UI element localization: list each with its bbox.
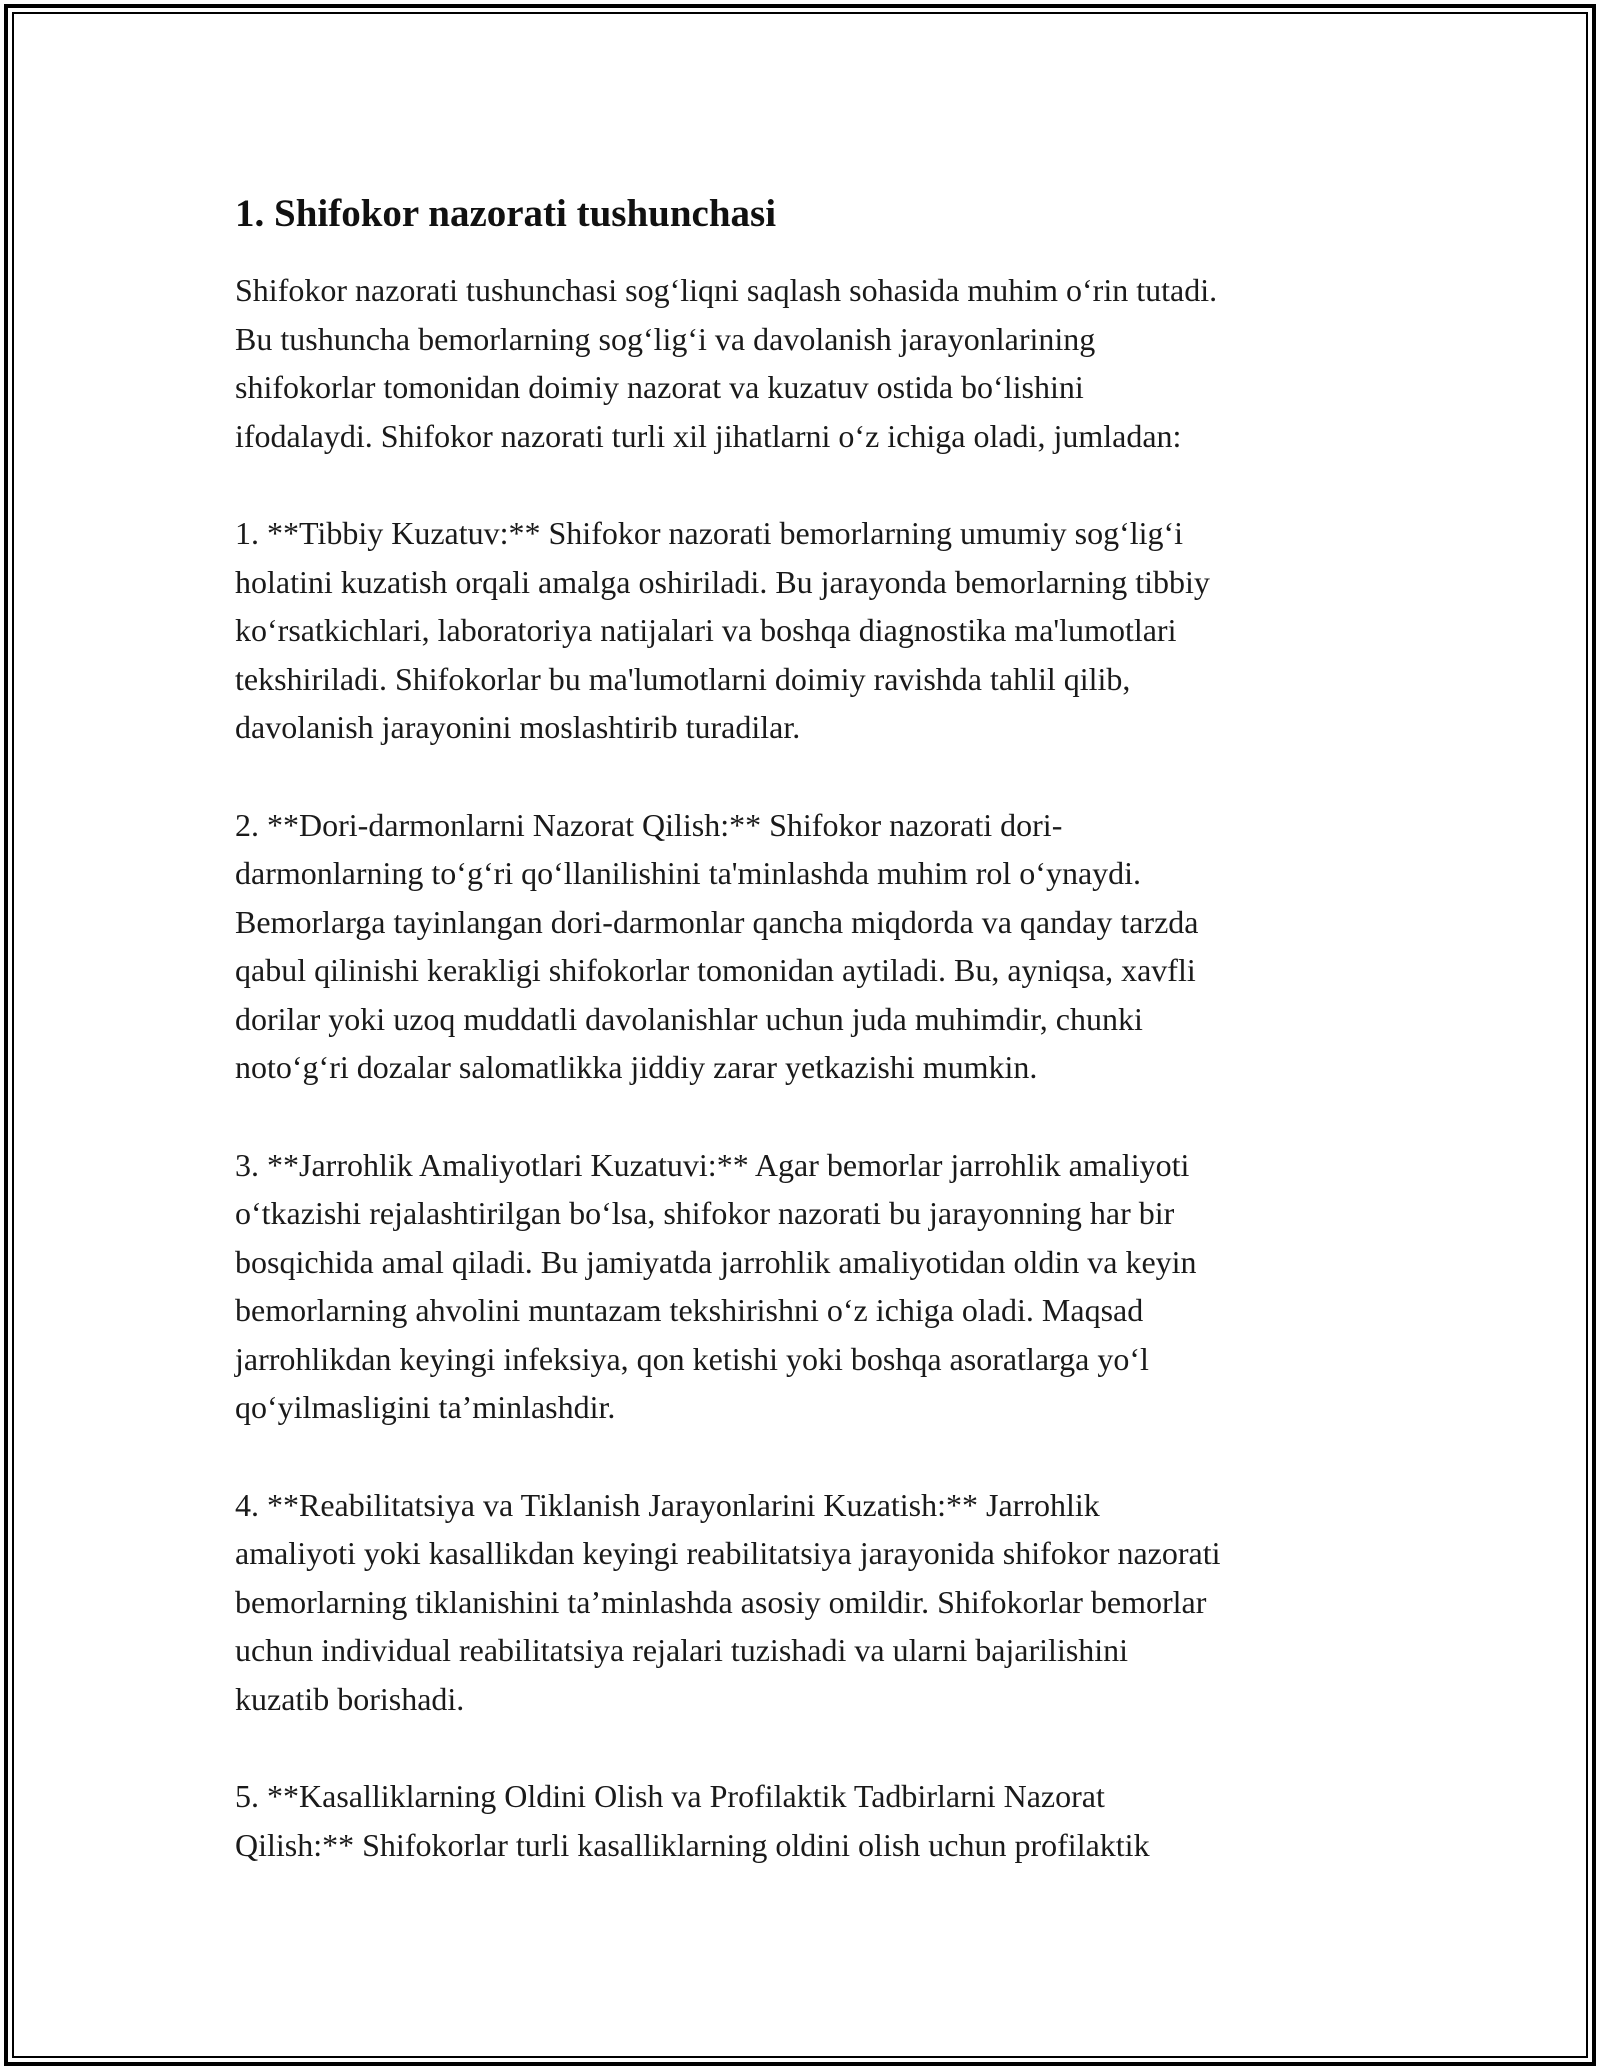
document-body (235, 186, 1370, 1918)
intro-paragraph: Shifokor nazorati tushunchasi sog‘liqni saqlash sohasida muhim o‘rin tutadi. Bu tushuncha bemorlarning sog‘lig‘i va davolanish jarayonlarining shifokorlar tomonidan doimiy nazorat va kuzatuv ostida bo‘lishini ifodalaydi. Shifokor nazorati turli xil jihatlarni o‘z ichiga oladi, jumladan: (235, 272, 1218, 454)
page-title: 1. Shifokor nazorati tushunchasi (235, 192, 777, 235)
paragraph-tibbiy-kuzatuv: 1. **Tibbiy Kuzatuv:** Shifokor nazorati bemorlarning umumiy sog‘lig‘i holatini kuzatish orqali amalga oshiriladi. Bu jarayonda bemorlarning tibbiy ko‘rsatkichlari, laboratoriya natijalari va boshqa diagnostika ma'lumotlari tekshiriladi. Shifokorlar bu ma'lumotlarni doimiy ravishda tahlil qilib, davolanish jarayonini moslashtirib turadilar. (235, 515, 1210, 745)
paragraph-profilaktika: 5. **Kasalliklarning Oldini Olish va Profilaktik Tadbirlarni Nazorat Qilish:** Shifokorlar turli kasalliklarning oldini olish uchun profilaktik (235, 1778, 1150, 1863)
paragraph-jarrohlik: 3. **Jarrohlik Amaliyotlari Kuzatuvi:** Agar bemorlar jarrohlik amaliyoti o‘tkazishi rejalashtirilgan bo‘lsa, shifokor nazorati bu jarayonning har bir bosqichida amal qiladi. Bu jamiyatda jarrohlik amaliyotidan oldin va keyin bemorlarning ahvolini muntazam tekshirishni o‘z ichiga oladi. Maqsad jarrohlikdan keyingi infeksiya, qon ketishi yoki boshqa asoratlarga yo‘l qo‘yilmasligini ta’minlashdir. (235, 1146, 1197, 1425)
paragraph-dori-darmonlar: 2. **Dori-darmonlarni Nazorat Qilish:** Shifokor nazorati dori- darmonlarning to‘g‘ri qo‘llanilishini ta'minlashda muhim rol o‘ynaydi. Bemorlarga tayinlangan dori-darmonlar qancha miqdorda va qanday tarzda qabul qilinishi kerakligi shifokorlar tomonidan aytiladi. Bu, ayniqsa, xavfli dorilar yoki uzoq muddatli davolanishlar uchun juda muhimdir, chunki noto‘g‘ri dozalar salomatlikka jiddiy zarar yetkazishi mumkin. (235, 806, 1199, 1085)
paragraph-reabilitatsiya: 4. **Reabilitatsiya va Tiklanish Jarayonlarini Kuzatish:** Jarrohlik amaliyoti yoki kasallikdan keyingi reabilitatsiya jarayonida shifokor nazorati bemorlarning tiklanishini ta’minlashda asosiy omildir. Shifokorlar bemorlar uchun individual reabilitatsiya rejalari tuzishadi va ularni bajarilishini kuzatib borishadi. (235, 1486, 1221, 1717)
